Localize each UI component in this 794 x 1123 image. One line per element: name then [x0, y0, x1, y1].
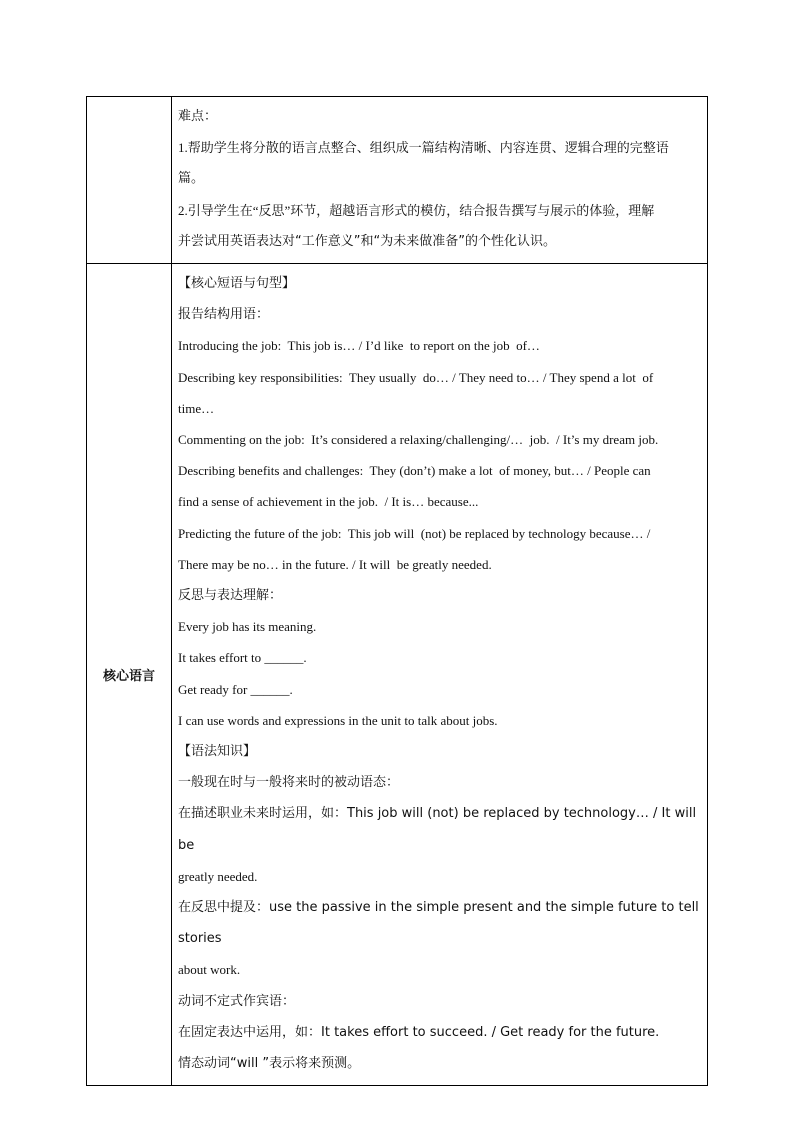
text-line: find a sense of achievement in the job. / It is… because...: [178, 494, 479, 510]
text-line: Every job has its meaning.: [178, 619, 317, 635]
text-line: 难点：: [178, 109, 218, 124]
text-line: 在反思中提及：use the passive in the simple present and the simple future to tell stories: [178, 900, 703, 947]
text-line: Get ready for ______.: [178, 681, 293, 697]
text-line: 2.引导学生在“反思”环节，超越语言形式的模仿，结合报告撰写与展示的体验，理解: [178, 202, 655, 218]
lesson-plan-table: [86, 96, 708, 1086]
difficulties-cell: [172, 97, 708, 264]
text-line: 动词不定式作宾语：: [178, 993, 296, 1009]
text-line: 篇。: [178, 171, 205, 187]
core-language-cell: [172, 264, 708, 1086]
text-line: 在固定表达中运用，如：It takes effort to succeed. / Get ready for the future.: [178, 1024, 660, 1040]
text-line: 【语法知识】: [178, 744, 257, 760]
text-line: Describing benefits and challenges: They (don’t) make a lot of money, but… / People can: [178, 463, 651, 479]
text-line: 【核心短语与句型】: [178, 276, 296, 292]
text-line: 并尝试用英语表达对“工作意义”和“为未来做准备”的个性化认识。: [178, 233, 556, 249]
text-line: 情态动词“will ”表示将来预测。: [178, 1056, 361, 1072]
text-line: There may be no… in the future. / It will be greatly needed.: [178, 556, 492, 572]
row-label-empty: [87, 97, 172, 264]
table-row-difficulties: [87, 97, 708, 264]
text-line: 1.帮助学生将分散的语言点整合、组织成一篇结构清晰、内容连贯、逻辑合理的完整语: [178, 140, 669, 156]
text-line: I can use words and expressions in the unit to talk about jobs.: [178, 712, 498, 728]
text-line: time…: [178, 400, 215, 416]
table-row-core-language: [87, 264, 708, 1086]
text-line: 反思与表达理解：: [178, 588, 283, 604]
text-line: 在描述职业未来时运用，如：This job will (not) be replaced by technology… / It will be: [178, 806, 701, 853]
text-line: Predicting the future of the job: This job will (not) be replaced by technology because… /: [178, 525, 651, 541]
text-line: Commenting on the job: It’s considered a relaxing/challenging/… job. / It’s my dream job.: [178, 432, 659, 448]
text-line: 报告结构用语：: [178, 307, 270, 323]
text-line: 一般现在时与一般将来时的被动语态：: [178, 775, 400, 791]
text-line: Introducing the job: This job is… / I’d like to report on the job of…: [178, 338, 540, 354]
row-label-core-language: 核心语言: [87, 264, 172, 1086]
text-line: Describing key responsibilities: They usually do… / They need to… / They spend a lot of: [178, 369, 654, 385]
text-line: about work.: [178, 962, 241, 978]
text-line: greatly needed.: [178, 868, 258, 884]
text-line: It takes effort to ______.: [178, 650, 307, 666]
